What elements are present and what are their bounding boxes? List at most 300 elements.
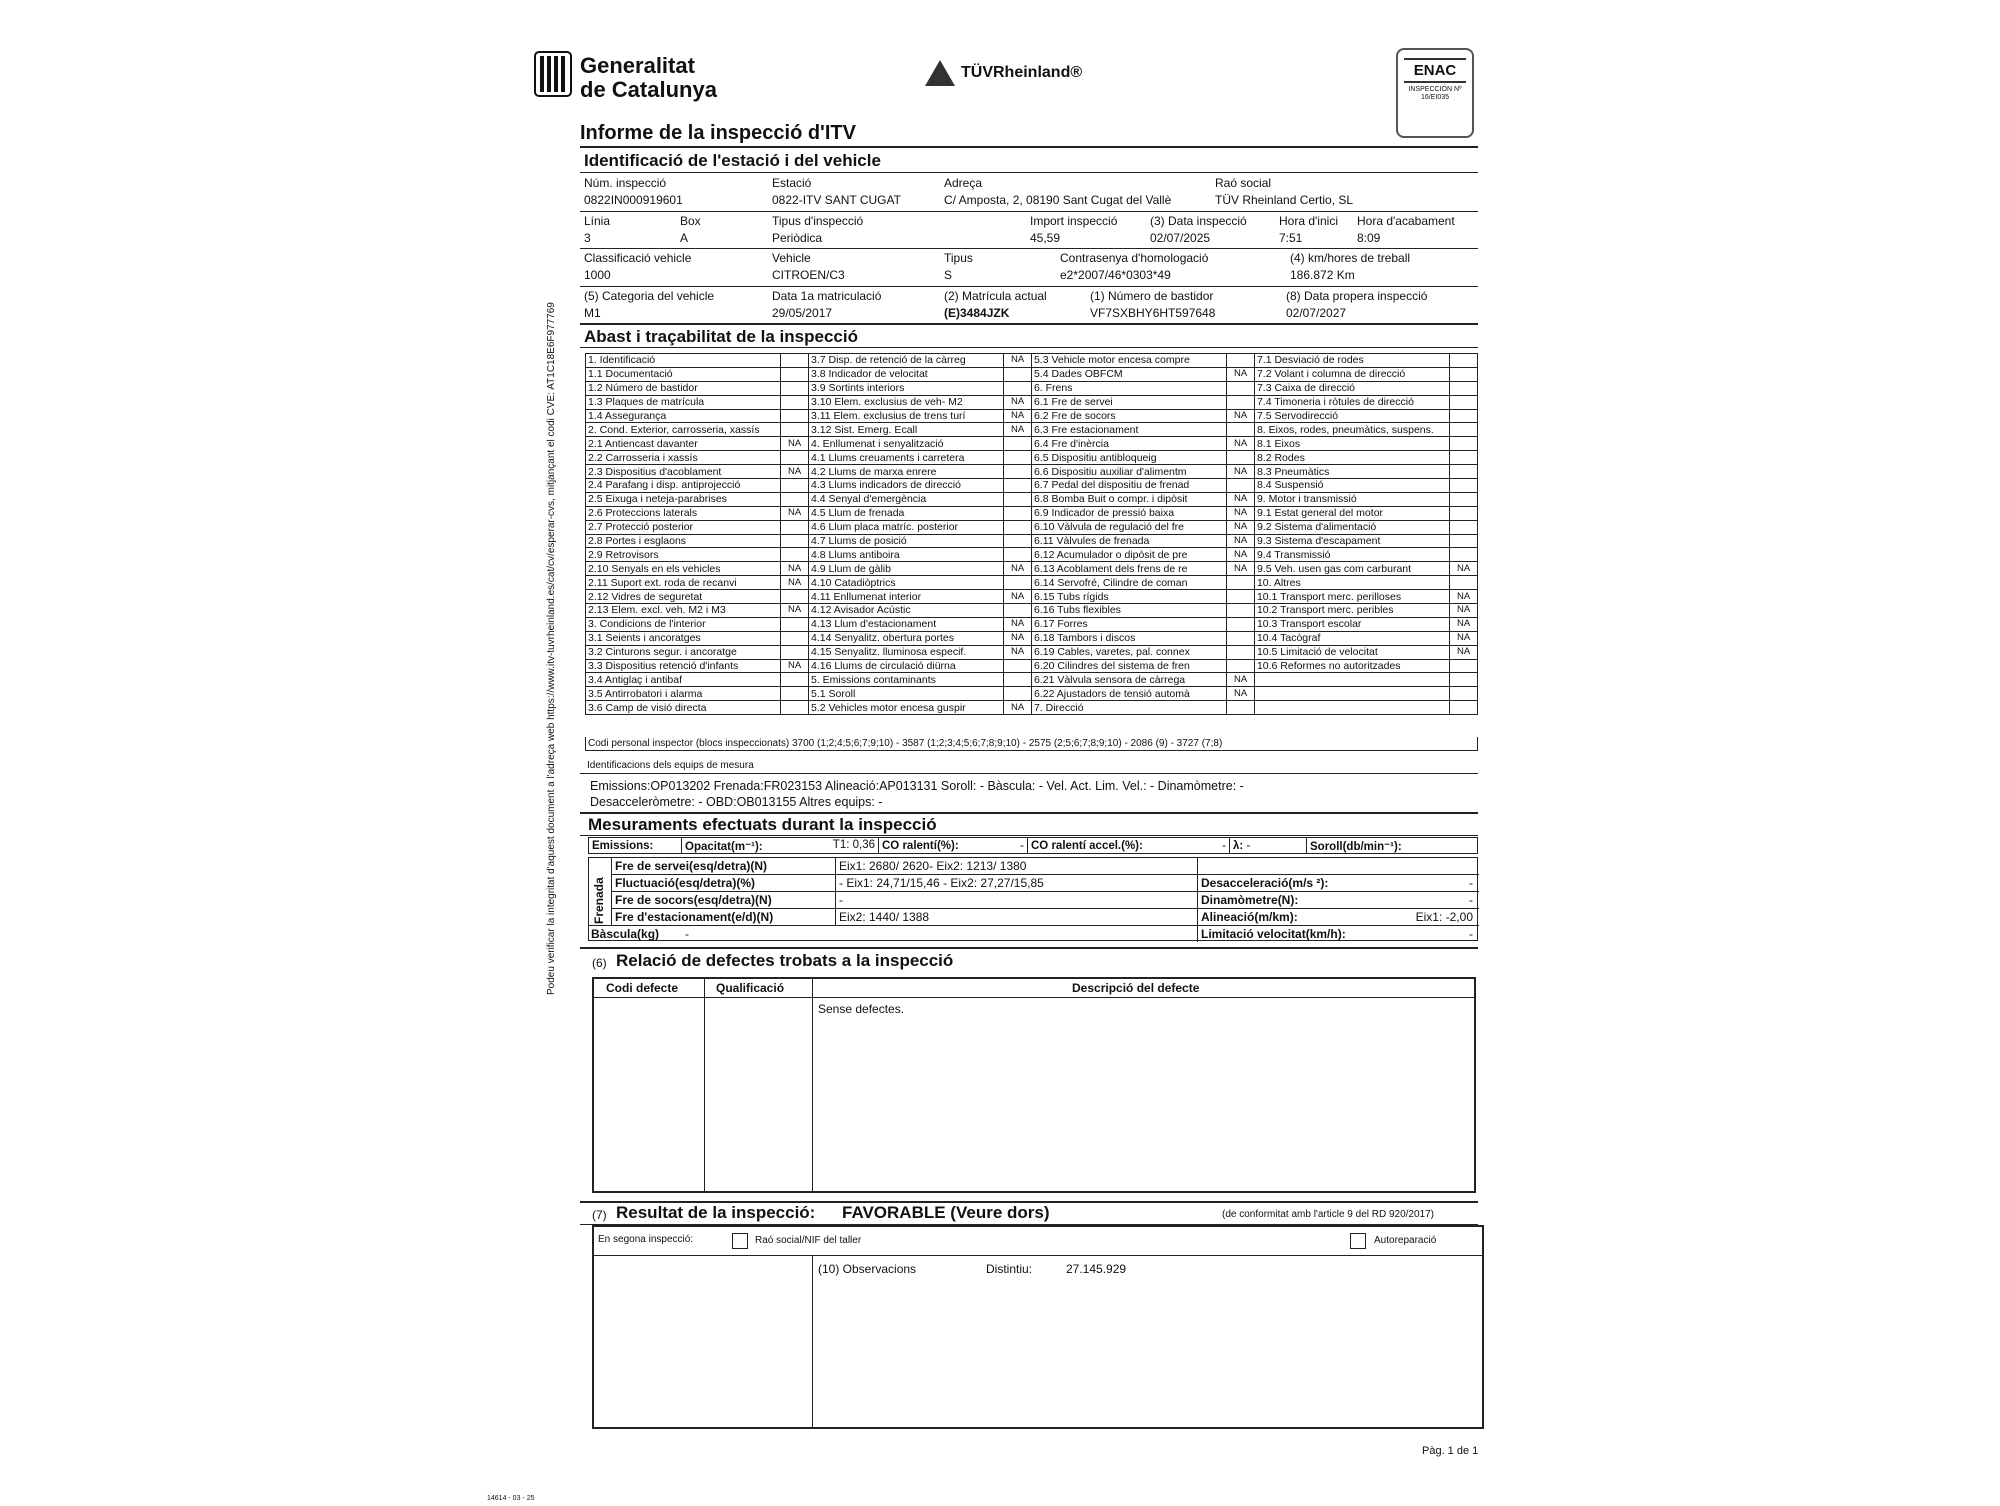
scope-item-cell: 6.22 Ajustadors de tensió automà bbox=[1031, 687, 1226, 701]
value-data-inspeccio: 02/07/2025 bbox=[1150, 231, 1211, 245]
scope-status-cell bbox=[781, 423, 809, 437]
label-data-matriculacio: Data 1a matriculació bbox=[772, 289, 882, 303]
label-rao-social: Raó social bbox=[1215, 176, 1272, 190]
scope-item-cell: 5. Emissions contaminants bbox=[808, 673, 1003, 687]
scope-item-cell: 1.3 Plaques de matrícula bbox=[586, 395, 781, 409]
scope-item-cell: 4.14 Senyalitz. obertura portes bbox=[808, 631, 1003, 645]
label-data-inspeccio: (3) Data inspecció bbox=[1150, 214, 1247, 228]
opacitat-label: Opacitat(m⁻¹): bbox=[685, 840, 763, 853]
scope-status-cell: NA bbox=[1004, 617, 1032, 631]
scope-item-cell bbox=[1254, 687, 1449, 701]
scope-status-cell: NA bbox=[1004, 354, 1032, 368]
scope-status-cell: NA bbox=[1227, 367, 1255, 381]
label-hora-inici: Hora d'inici bbox=[1279, 214, 1338, 228]
scope-item-cell: 1.2 Número de bastidor bbox=[586, 381, 781, 395]
autoreparacio-checkbox[interactable] bbox=[1350, 1233, 1366, 1249]
scope-item-cell: 3.3 Dispositius retenció d'infants bbox=[586, 659, 781, 673]
scope-status-cell bbox=[1004, 520, 1032, 534]
distintiu-value: 27.145.929 bbox=[1066, 1262, 1127, 1276]
divider bbox=[1197, 858, 1198, 942]
scope-item-cell bbox=[1254, 701, 1449, 715]
scope-item-cell: 10.5 Limitació de velocitat bbox=[1254, 645, 1449, 659]
frenada-vertical-text: Frenada bbox=[592, 877, 606, 924]
scope-status-cell bbox=[1227, 423, 1255, 437]
scope-item-cell: 3.4 Antiglaç i antibaf bbox=[586, 673, 781, 687]
scope-item-cell: 4.6 Llum placa matríc. posterior bbox=[808, 520, 1003, 534]
scope-status-cell: NA bbox=[1227, 409, 1255, 423]
fluctuacio-value: - Eix1: 24,71/15,46 - Eix2: 27,27/15,85 bbox=[839, 876, 1044, 890]
scope-item-cell: 6.18 Tambors i discos bbox=[1031, 631, 1226, 645]
scope-status-cell: NA bbox=[1227, 562, 1255, 576]
scope-status-cell: NA bbox=[1004, 562, 1032, 576]
scope-row bbox=[586, 534, 1478, 548]
scope-status-cell: NA bbox=[1450, 631, 1478, 645]
scope-row bbox=[586, 437, 1478, 451]
scope-item-cell: 6.8 Bomba Buit o compr. i dipòsit bbox=[1031, 492, 1226, 506]
divider bbox=[611, 874, 1479, 875]
co-accel-label: CO ralentí accel.(%): bbox=[1031, 839, 1143, 852]
scope-row bbox=[586, 576, 1478, 590]
scope-item-cell: 5.1 Soroll bbox=[808, 687, 1003, 701]
label-propera-inspeccio: (8) Data propera inspecció bbox=[1286, 289, 1428, 303]
scope-item-cell: 6.4 Fre d'inèrcia bbox=[1031, 437, 1226, 451]
value-classificacio: 1000 bbox=[584, 268, 611, 282]
label-adreca: Adreça bbox=[944, 176, 983, 190]
scope-row bbox=[586, 548, 1478, 562]
scope-status-cell bbox=[1450, 451, 1478, 465]
dinamo-value: - bbox=[1469, 893, 1473, 907]
scope-status-cell: NA bbox=[1004, 409, 1032, 423]
scope-row bbox=[586, 604, 1478, 618]
ident-heading: Identificació de l'estació i del vehicle bbox=[584, 151, 881, 170]
scope-row bbox=[586, 423, 1478, 437]
bascula-value: - bbox=[685, 927, 689, 941]
scope-item-cell: 5.2 Vehicles motor encesa guspir bbox=[808, 701, 1003, 715]
scope-row bbox=[586, 687, 1478, 701]
scope-status-cell bbox=[1227, 479, 1255, 493]
scope-item-cell: 6.13 Acoblament dels frens de re bbox=[1031, 562, 1226, 576]
scope-item-cell: 7.4 Timoneria i ròtules de direcció bbox=[1254, 395, 1449, 409]
scope-item-cell: 8.2 Rodes bbox=[1254, 451, 1449, 465]
scope-status-cell bbox=[1227, 590, 1255, 604]
scope-status-cell bbox=[781, 631, 809, 645]
scope-item-cell: 3.6 Camp de visió directa bbox=[586, 701, 781, 715]
value-tipus-inspeccio: Periòdica bbox=[772, 231, 823, 245]
scope-item-cell: 10.3 Transport escolar bbox=[1254, 617, 1449, 631]
result-value: FAVORABLE (Veure dors) bbox=[842, 1203, 1050, 1222]
scope-item-cell: 4.4 Senyal d'emergència bbox=[808, 492, 1003, 506]
scope-item-cell: 3. Condicions de l'interior bbox=[586, 617, 781, 631]
scope-item-cell: 9.1 Estat general del motor bbox=[1254, 506, 1449, 520]
scope-status-cell: NA bbox=[1450, 562, 1478, 576]
label-vehicle: Vehicle bbox=[772, 251, 811, 265]
divider bbox=[580, 773, 1478, 774]
scope-item-cell: 4.5 Llum de frenada bbox=[808, 506, 1003, 520]
alineacio-value: Eix1: -2,00 bbox=[1415, 910, 1473, 924]
scope-item-cell: 6.17 Forres bbox=[1031, 617, 1226, 631]
scope-row bbox=[586, 659, 1478, 673]
scope-status-cell bbox=[781, 534, 809, 548]
scope-item-cell: 9.5 Veh. usen gas com carburant bbox=[1254, 562, 1449, 576]
tuv-name: TÜVRheinland® bbox=[961, 64, 1083, 81]
scope-status-cell bbox=[1004, 604, 1032, 618]
scope-item-cell: 2.13 Elem. excl. veh. M2 i M3 bbox=[586, 604, 781, 618]
scope-item-cell: 6.10 Vàlvula de regulació del fre bbox=[1031, 520, 1226, 534]
scope-status-cell: NA bbox=[1227, 548, 1255, 562]
scope-item-cell: 3.10 Elem. exclusius de veh- M2 bbox=[808, 395, 1003, 409]
scope-item-cell: 2.11 Suport ext. roda de recanvi bbox=[586, 576, 781, 590]
scope-status-cell bbox=[1450, 687, 1478, 701]
scope-item-cell: 7.5 Servodirecció bbox=[1254, 409, 1449, 423]
value-import: 45,59 bbox=[1030, 231, 1061, 245]
scope-item-cell: 6.6 Dispositiu auxiliar d'alimentm bbox=[1031, 465, 1226, 479]
scope-item-cell: 7.2 Volant i columna de direcció bbox=[1254, 367, 1449, 381]
scope-status-cell bbox=[1450, 701, 1478, 715]
value-num-inspeccio: 0822IN000919601 bbox=[584, 193, 683, 207]
value-hora-inici: 7:51 bbox=[1279, 231, 1303, 245]
value-rao-social: TÜV Rheinland Certio, SL bbox=[1215, 193, 1354, 207]
scope-status-cell bbox=[1004, 673, 1032, 687]
label-hora-acabament: Hora d'acabament bbox=[1357, 214, 1455, 228]
scope-item-cell: 6.16 Tubs flexibles bbox=[1031, 604, 1226, 618]
scope-status-cell: NA bbox=[1450, 617, 1478, 631]
scope-row bbox=[586, 479, 1478, 493]
fre-socors-value: - bbox=[839, 893, 843, 907]
tuv-triangle-icon bbox=[925, 60, 955, 86]
dinamo-label: Dinamòmetre(N): bbox=[1201, 893, 1299, 907]
scope-item-cell: 9.4 Transmissió bbox=[1254, 548, 1449, 562]
scope-status-cell bbox=[1004, 576, 1032, 590]
enac-text: ENAC bbox=[1404, 58, 1466, 83]
divider bbox=[611, 891, 1479, 892]
label-tipus: Tipus bbox=[944, 251, 973, 265]
scope-status-cell bbox=[1450, 506, 1478, 520]
scope-status-cell bbox=[781, 451, 809, 465]
scope-item-cell: 5.4 Dades OBFCM bbox=[1031, 367, 1226, 381]
divider bbox=[580, 812, 1478, 814]
scope-item-cell: 4.2 Llums de marxa enrere bbox=[808, 465, 1003, 479]
scope-status-cell bbox=[1450, 576, 1478, 590]
scope-status-cell bbox=[1227, 645, 1255, 659]
divider bbox=[580, 146, 1478, 148]
scope-item-cell: 2. Cond. Exterior, carrosseria, xassís bbox=[586, 423, 781, 437]
scope-item-cell: 2.9 Retrovisors bbox=[586, 548, 781, 562]
scope-item-cell: 4.16 Llums de circulació diürna bbox=[808, 659, 1003, 673]
scope-row bbox=[586, 492, 1478, 506]
scope-status-cell bbox=[1450, 367, 1478, 381]
scope-item-cell: 4.8 Llums antiboira bbox=[808, 548, 1003, 562]
scope-row bbox=[586, 381, 1478, 395]
label-num-inspeccio: Núm. inspecció bbox=[584, 176, 667, 190]
scope-status-cell bbox=[1227, 701, 1255, 715]
scope-status-cell bbox=[1004, 687, 1032, 701]
scope-row bbox=[586, 617, 1478, 631]
value-propera-inspeccio: 02/07/2027 bbox=[1286, 306, 1347, 320]
scope-status-cell bbox=[1004, 437, 1032, 451]
divider bbox=[589, 925, 1479, 926]
page-number: Pàg. 1 de 1 bbox=[1422, 1445, 1479, 1457]
scope-row bbox=[586, 590, 1478, 604]
co-ralenti-label: CO ralentí(%): bbox=[882, 839, 959, 852]
org-line-1: Generalitat bbox=[580, 53, 695, 78]
scope-status-cell bbox=[1004, 367, 1032, 381]
scope-item-cell: 6.5 Dispositiu antibloqueig bbox=[1031, 451, 1226, 465]
scope-item-cell: 3.8 Indicador de velocitat bbox=[808, 367, 1003, 381]
scope-item-cell: 8. Eixos, rodes, pneumàtics, suspens. bbox=[1254, 423, 1449, 437]
fluctuacio-label: Fluctuació(esq/detra)(%) bbox=[615, 876, 756, 890]
scope-status-cell bbox=[1227, 395, 1255, 409]
scope-status-cell bbox=[1450, 381, 1478, 395]
defects-header-qual: Qualificació bbox=[716, 981, 785, 995]
scope-status-cell bbox=[1227, 631, 1255, 645]
divider bbox=[580, 248, 1478, 249]
scope-item-cell: 2.4 Parafang i disp. antiprojecció bbox=[586, 479, 781, 493]
divider bbox=[580, 211, 1478, 212]
scope-status-cell bbox=[1227, 617, 1255, 631]
divider bbox=[594, 1255, 1482, 1256]
scope-item-cell: 2.7 Protecció posterior bbox=[586, 520, 781, 534]
divider bbox=[580, 323, 1478, 325]
fre-estac-value: Eix2: 1440/ 1388 bbox=[839, 910, 930, 924]
lambda-label: λ: bbox=[1233, 839, 1244, 852]
scope-item-cell: 2.2 Carrosseria i xassís bbox=[586, 451, 781, 465]
segona-inspeccio-label: En segona inspecció: bbox=[598, 1234, 694, 1245]
scope-status-cell bbox=[1004, 548, 1032, 562]
scope-status-cell bbox=[1450, 492, 1478, 506]
scope-status-cell bbox=[1227, 354, 1255, 368]
scope-status-cell bbox=[1004, 506, 1032, 520]
co-accel-value: - bbox=[1222, 839, 1226, 852]
result-note: (de conformitat amb l'article 9 del RD 920/2017) bbox=[1222, 1209, 1435, 1220]
alineacio-label: Alineació(m/km): bbox=[1201, 910, 1298, 924]
scope-status-cell: NA bbox=[1227, 506, 1255, 520]
value-adreca: C/ Amposta, 2, 08190 Sant Cugat del Vallè bbox=[944, 193, 1172, 207]
scope-item-cell: 6. Frens bbox=[1031, 381, 1226, 395]
scope-status-cell bbox=[1450, 548, 1478, 562]
scope-status-cell bbox=[1227, 604, 1255, 618]
value-hora-acabament: 8:09 bbox=[1357, 231, 1381, 245]
scope-row bbox=[586, 520, 1478, 534]
scope-item-cell: 6.12 Acumulador o dipòsit de pre bbox=[1031, 548, 1226, 562]
result-num: (7) bbox=[592, 1208, 607, 1222]
scope-status-cell: NA bbox=[1004, 590, 1032, 604]
scope-item-cell: 4.12 Avisador Acústic bbox=[808, 604, 1003, 618]
scope-item-cell bbox=[1254, 673, 1449, 687]
scope-item-cell: 3.9 Sortints interiors bbox=[808, 381, 1003, 395]
scope-row bbox=[586, 562, 1478, 576]
scope-status-cell: NA bbox=[1227, 437, 1255, 451]
scope-status-cell bbox=[1450, 437, 1478, 451]
scope-item-cell: 6.19 Cables, varetes, pal. connex bbox=[1031, 645, 1226, 659]
scope-status-cell: NA bbox=[1227, 465, 1255, 479]
scope-status-cell bbox=[1227, 451, 1255, 465]
scope-status-cell bbox=[1004, 534, 1032, 548]
scope-status-cell bbox=[1227, 381, 1255, 395]
scope-item-cell: 2.1 Antiencast davanter bbox=[586, 437, 781, 451]
scope-item-cell: 6.3 Fre estacionament bbox=[1031, 423, 1226, 437]
label-homologacio: Contrasenya d'homologació bbox=[1060, 251, 1209, 265]
scope-status-cell bbox=[781, 673, 809, 687]
scope-item-cell: 10.1 Transport merc. perilloses bbox=[1254, 590, 1449, 604]
scope-item-cell: 1.4 Assegurança bbox=[586, 409, 781, 423]
footer-code: 14614 - 03 - 25 bbox=[487, 1495, 535, 1502]
defects-header-code: Codi defecte bbox=[606, 981, 679, 995]
scope-heading: Abast i traçabilitat de la inspecció bbox=[584, 327, 858, 346]
divider bbox=[611, 908, 1479, 909]
scope-item-cell: 8.1 Eixos bbox=[1254, 437, 1449, 451]
scope-item-cell: 2.12 Vidres de seguretat bbox=[586, 590, 781, 604]
scope-item-cell: 9.3 Sistema d'escapament bbox=[1254, 534, 1449, 548]
scope-status-cell: NA bbox=[1450, 604, 1478, 618]
scope-item-cell: 4.9 Llum de gàlib bbox=[808, 562, 1003, 576]
frenada-block bbox=[588, 857, 1478, 941]
divider bbox=[812, 1255, 813, 1427]
label-bastidor: (1) Número de bastidor bbox=[1090, 289, 1214, 303]
divider bbox=[611, 858, 612, 926]
scope-status-cell bbox=[781, 617, 809, 631]
scope-status-cell bbox=[1004, 492, 1032, 506]
scope-item-cell: 4. Enllumenat i senyalització bbox=[808, 437, 1003, 451]
scope-item-cell: 6.15 Tubs rígids bbox=[1031, 590, 1226, 604]
scope-status-cell bbox=[781, 381, 809, 395]
scope-row bbox=[586, 354, 1478, 368]
defects-table bbox=[592, 977, 1476, 1193]
scope-status-cell bbox=[781, 395, 809, 409]
scope-item-cell: 6.21 Vàlvula sensora de càrrega bbox=[1031, 673, 1226, 687]
measurements-heading: Mesuraments efectuats durant la inspecció bbox=[588, 815, 937, 834]
scope-item-cell: 4.10 Catadiòptrics bbox=[808, 576, 1003, 590]
scope-status-cell bbox=[1227, 659, 1255, 673]
scope-status-cell: NA bbox=[1450, 645, 1478, 659]
scope-row bbox=[586, 645, 1478, 659]
tuv-logo bbox=[925, 60, 1082, 86]
value-linia: 3 bbox=[584, 231, 591, 245]
scope-status-cell bbox=[1450, 520, 1478, 534]
equip-line-1: Emissions:OP013202 Frenada:FR023153 Alineació:AP013131 Soroll: - Bàscula: - Vel. Act. Lim. Vel.: - Dinamòmetre: - bbox=[590, 779, 1244, 793]
scope-status-cell: NA bbox=[781, 465, 809, 479]
divider bbox=[580, 172, 1478, 173]
scope-item-cell: 8.3 Pneumàtics bbox=[1254, 465, 1449, 479]
value-vehicle: CITROEN/C3 bbox=[772, 268, 845, 282]
value-box: A bbox=[680, 231, 689, 245]
scope-item-cell: 9.2 Sistema d'alimentació bbox=[1254, 520, 1449, 534]
scope-item-cell: 6.11 Vàlvules de frenada bbox=[1031, 534, 1226, 548]
label-km: (4) km/hores de treball bbox=[1290, 251, 1411, 265]
scope-item-cell: 1.1 Documentació bbox=[586, 367, 781, 381]
soroll-label: Soroll(db/min⁻¹): bbox=[1307, 838, 1478, 854]
label-tipus-inspeccio: Tipus d'inspecció bbox=[772, 214, 864, 228]
generalitat-name bbox=[580, 54, 717, 102]
fre-servei-value: Eix1: 2680/ 2620- Eix2: 1213/ 1380 bbox=[839, 859, 1027, 873]
scope-item-cell: 7.1 Desviació de rodes bbox=[1254, 354, 1449, 368]
value-data-matriculacio: 29/05/2017 bbox=[772, 306, 833, 320]
segona-inspeccio-checkbox[interactable] bbox=[732, 1233, 748, 1249]
scope-item-cell: 9. Motor i transmissió bbox=[1254, 492, 1449, 506]
scope-row bbox=[586, 409, 1478, 423]
result-label: Resultat de la inspecció: bbox=[616, 1203, 816, 1222]
defects-col-qual bbox=[704, 979, 813, 1191]
scope-item-cell: 1. Identificació bbox=[586, 354, 781, 368]
scope-item-cell: 3.11 Elem. exclusius de trens turí bbox=[808, 409, 1003, 423]
label-estacio: Estació bbox=[772, 176, 812, 190]
label-classificacio: Classificació vehicle bbox=[584, 251, 692, 265]
scope-row bbox=[586, 631, 1478, 645]
org-line-2: de Catalunya bbox=[580, 77, 717, 102]
raosocial-label: Raó social/NIF del taller bbox=[755, 1235, 862, 1246]
result-box bbox=[592, 1225, 1484, 1429]
scope-status-cell: NA bbox=[781, 604, 809, 618]
scope-status-cell: NA bbox=[781, 437, 809, 451]
scope-status-cell bbox=[781, 548, 809, 562]
scope-row bbox=[586, 451, 1478, 465]
scope-status-cell bbox=[1227, 576, 1255, 590]
label-categoria: (5) Categoria del vehicle bbox=[584, 289, 715, 303]
label-linia: Línia bbox=[584, 214, 611, 228]
scope-item-cell: 4.3 Llums indicadors de direcció bbox=[808, 479, 1003, 493]
label-matricula: (2) Matrícula actual bbox=[944, 289, 1047, 303]
scope-item-cell: 7. Direcció bbox=[1031, 701, 1226, 715]
scope-status-cell: NA bbox=[781, 576, 809, 590]
divider bbox=[594, 997, 1474, 998]
scope-status-cell bbox=[781, 492, 809, 506]
scope-status-cell bbox=[1004, 659, 1032, 673]
divider bbox=[580, 347, 1478, 348]
defects-header-desc: Descripció del defecte bbox=[1072, 981, 1200, 995]
equip-title: Identificacions dels equips de mesura bbox=[587, 760, 754, 771]
scope-item-cell: 5.3 Vehicle motor encesa compre bbox=[1031, 354, 1226, 368]
defects-heading: Relació de defectes trobats a la inspecció bbox=[616, 951, 954, 970]
frenada-label bbox=[591, 868, 609, 928]
scope-item-cell: 3.12 Sist. Emerg. Ecall bbox=[808, 423, 1003, 437]
limitacio-value: - bbox=[1469, 927, 1473, 941]
defects-num: (6) bbox=[592, 956, 607, 970]
opacitat-value: T1: 0,36 bbox=[832, 838, 875, 851]
limitacio-label: Limitació velocitat(km/h): bbox=[1201, 927, 1346, 941]
scope-status-cell bbox=[781, 687, 809, 701]
scope-item-cell: 6.7 Pedal del dispositiu de frenad bbox=[1031, 479, 1226, 493]
scope-status-cell bbox=[1450, 534, 1478, 548]
scope-status-cell bbox=[1450, 395, 1478, 409]
divider bbox=[580, 835, 1478, 836]
verification-side-text: Podeu verificar la integritat d'aquest document a l'adreça web https://www.itv-tuvrheinland.es/cat/cv/esperar-cvs, mitjançant el codi CVE: AT1C18E6F977769 bbox=[546, 302, 557, 995]
fre-socors-label: Fre de socors(esq/detra)(N) bbox=[615, 893, 772, 907]
scope-item-cell: 10.6 Reformes no autoritzades bbox=[1254, 659, 1449, 673]
scope-item-cell: 10. Altres bbox=[1254, 576, 1449, 590]
lambda-value: - bbox=[1246, 839, 1251, 852]
scope-row bbox=[586, 701, 1478, 715]
scope-status-cell bbox=[1450, 354, 1478, 368]
scope-status-cell: NA bbox=[781, 506, 809, 520]
scope-status-cell: NA bbox=[1004, 395, 1032, 409]
divider bbox=[580, 947, 1478, 949]
scope-item-cell: 3.1 Seients i ancoratges bbox=[586, 631, 781, 645]
scope-item-cell: 2.8 Portes i esglaons bbox=[586, 534, 781, 548]
scope-status-cell: NA bbox=[781, 562, 809, 576]
scope-row bbox=[586, 367, 1478, 381]
scope-status-cell: NA bbox=[1227, 687, 1255, 701]
scope-status-cell bbox=[1450, 423, 1478, 437]
desacc-value: - bbox=[1469, 876, 1473, 890]
scope-item-cell: 4.15 Senyalitz. lluminosa especif. bbox=[808, 645, 1003, 659]
scope-status-cell bbox=[1450, 479, 1478, 493]
scope-status-cell bbox=[781, 479, 809, 493]
scope-status-cell bbox=[1450, 659, 1478, 673]
scope-item-cell: 2.5 Eixuga i neteja-parabrises bbox=[586, 492, 781, 506]
scope-item-cell: 6.14 Servofré, Cilindre de coman bbox=[1031, 576, 1226, 590]
distintiu-label: Distintiu: bbox=[986, 1262, 1033, 1276]
value-bastidor: VF7SXBHY6HT597648 bbox=[1090, 306, 1216, 320]
scope-status-cell: NA bbox=[1227, 673, 1255, 687]
